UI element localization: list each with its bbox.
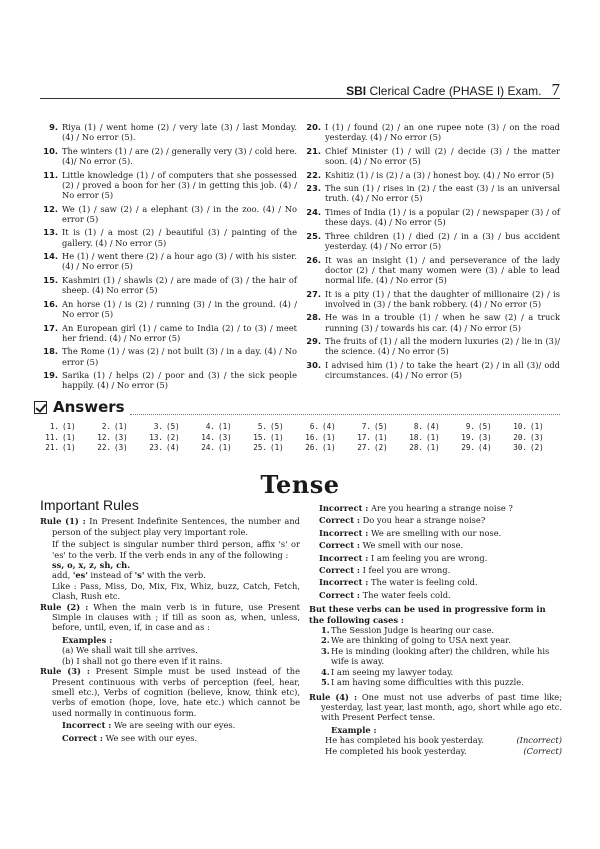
answer-number: 23. (149, 443, 163, 452)
rule-2-example-b: (b) I shall not go there even if it rains. (62, 655, 223, 666)
question-item (303, 336, 560, 356)
progressive-item-text: I am having some difficulties with this puzzle. (331, 677, 524, 688)
header-divider (40, 98, 560, 99)
example-pair-label: Incorrect : (319, 527, 369, 538)
progressive-item (309, 625, 562, 635)
answer-number: 6. (309, 422, 319, 431)
rule-1-para-3: Like : Pass, Miss, Do, Mix, Fix, Whiz, buzz, Catch, Fetch, Clash, Rush etc. (52, 580, 300, 602)
answer-item (508, 433, 560, 443)
rule-4-example-1-tag: (Incorrect) (516, 735, 562, 746)
answer-option: (4) (166, 443, 180, 452)
question-number: 13. (43, 227, 58, 238)
answer-option: (1) (270, 443, 284, 452)
questions-section (40, 122, 560, 394)
answer-number: 22. (97, 443, 111, 452)
question-number: 14. (43, 251, 58, 262)
answer-number: 8. (413, 422, 423, 431)
question-item (40, 346, 297, 366)
answer-item (248, 433, 300, 443)
example-pair-text: I am feeling you are wrong. (371, 552, 488, 563)
answer-option: (5) (270, 422, 284, 431)
answer-option: (1) (270, 432, 284, 442)
answer-option: (4) (478, 443, 492, 452)
progressive-item-number: 3. (321, 645, 330, 656)
progressive-item-text: The Session Judge is hearing our case. (331, 625, 495, 636)
answer-item (456, 422, 508, 432)
answer-option: (3) (218, 432, 232, 442)
question-text: Little knowledge (1) / of computers that she possessed (2) / proved a boon for her (3) / in getting this job. (4) / No error (5) (62, 169, 297, 200)
question-item (303, 207, 560, 227)
answer-item (300, 422, 352, 432)
answer-option: (1) (322, 432, 336, 442)
question-text: Chief Minister (1) / will (2) / decide (3) / the matter soon. (4) / No error (5) (325, 145, 560, 166)
rule-4-example-2-text: He completed his book yesterday. (325, 745, 467, 756)
rule-1-para-2e: with the verb. (144, 570, 206, 581)
rule-4-example-2 (309, 746, 562, 756)
example-pair-line (309, 577, 562, 587)
question-item (303, 231, 560, 251)
question-text: I advised him (1) / to take the heart (2) / in all (3)/ odd circumstances. (4) / No error (5) (325, 359, 560, 381)
incorrect-correct-pairs (309, 503, 562, 600)
rule-4 (309, 692, 562, 723)
answer-option: (3) (114, 443, 128, 452)
answer-option: (1) (322, 443, 336, 452)
example-pair-text: We are smelling with our nose. (371, 527, 502, 538)
answer-option: (1) (426, 432, 440, 442)
rule-4-label: Rule (4) : (309, 691, 358, 702)
example-pair-line (309, 590, 562, 600)
answers-heading (34, 398, 125, 416)
example-pair-line (309, 503, 562, 513)
question-item (303, 360, 560, 380)
rules-left-column (40, 497, 301, 743)
rule-1-s: 's' (134, 570, 145, 581)
rule-1 (40, 516, 300, 537)
answer-item (352, 443, 404, 453)
example-pair-label: Correct : (319, 589, 360, 600)
question-item (40, 122, 297, 142)
answer-item (196, 422, 248, 432)
answers-grid (40, 422, 560, 453)
answer-item (248, 422, 300, 432)
rule-1-es: 'es' (72, 570, 88, 581)
question-item (40, 370, 297, 390)
progressive-item-number: 4. (321, 666, 330, 677)
question-number: 24. (306, 206, 321, 217)
answer-option: (1) (426, 443, 440, 452)
question-item (303, 289, 560, 309)
rule-3-correct-text: We see with our eyes. (105, 732, 198, 743)
rule-3-correct (40, 733, 300, 743)
question-number: 21. (306, 145, 321, 156)
answer-option: (1) (218, 422, 232, 431)
answer-option: (2) (374, 443, 388, 452)
question-number: 10. (43, 145, 58, 156)
progressive-item-number: 5. (321, 677, 330, 688)
question-item (40, 323, 297, 343)
progressive-item-number: 1. (321, 625, 330, 636)
rule-1-endings: ss, o, x, z, sh, ch. (52, 560, 131, 571)
example-pair-label: Correct : (319, 565, 360, 576)
question-text: He (1) / went there (2) / a hour ago (3) / with his sister. (4) / No error (5) (62, 251, 297, 272)
answer-item (456, 433, 508, 443)
question-text: Sarika (1) / helps (2) / poor and (3) / the sick people happily. (4) / No error (5) (62, 370, 297, 391)
answer-item (144, 443, 196, 453)
answer-number: 21. (45, 443, 59, 452)
questions-right-column (303, 122, 560, 394)
question-item (303, 255, 560, 286)
question-item (40, 275, 297, 295)
answer-number: 19. (461, 432, 475, 442)
question-item (40, 170, 297, 201)
answer-item (40, 422, 92, 432)
exam-title (346, 84, 541, 98)
answers-title: Answers (53, 398, 125, 416)
answer-item (508, 422, 560, 432)
question-number: 18. (43, 346, 58, 357)
answer-number: 17. (357, 432, 371, 442)
question-item (303, 183, 560, 203)
example-pair-label: Correct : (319, 515, 360, 526)
answer-option: (5) (374, 422, 388, 431)
answer-item (404, 433, 456, 443)
question-text: Three children (1) / died (2) / in a (3) / bus accident yesterday. (4) / No error (5) (325, 230, 560, 251)
answer-option: (3) (530, 432, 544, 442)
progressive-item (309, 677, 562, 687)
answer-number: 3. (153, 422, 163, 431)
answer-option: (1) (374, 432, 388, 442)
answer-option: (5) (478, 422, 492, 431)
progressive-item (309, 635, 562, 645)
answer-item (144, 422, 196, 432)
question-number: 16. (43, 298, 58, 309)
answer-number: 11. (45, 432, 59, 442)
rule-2-text: When the main verb is in future, use Present Simple in clauses with ; if till as soon as, when, unless, before, until, even, if, in case and as : (52, 601, 301, 633)
answer-option: (1) (530, 422, 544, 431)
answer-item (144, 433, 196, 443)
answer-option: (4) (426, 422, 440, 431)
rule-4-text: One must not use adverbs of past time like; yesterday, last year, last month, ago, short while ago etc. with Present Perfect tense. (321, 691, 563, 723)
answer-option: (1) (114, 422, 128, 431)
question-number: 20. (306, 122, 321, 132)
question-text: The winters (1) / are (2) / generally very (3) / cold here. (4)/ No error (5). (62, 145, 297, 166)
answer-number: 16. (305, 432, 319, 442)
answer-option: (1) (62, 432, 76, 442)
rule-3 (40, 666, 300, 718)
answer-item (196, 433, 248, 443)
question-text: It is (1) / a most (2) / beautiful (3) / painting of the gallery. (4) / No error (5) (62, 227, 297, 248)
answer-item (92, 443, 144, 453)
page-number: 7 (551, 80, 560, 99)
answer-number: 2. (101, 422, 111, 431)
rule-4-example-label: Example : (331, 724, 377, 735)
answer-option: (4) (322, 422, 336, 431)
rule-2-label: Rule (2) : (40, 601, 89, 612)
question-number: 26. (306, 254, 321, 265)
answer-item (300, 443, 352, 453)
rules-right-column (309, 503, 562, 756)
answer-number: 4. (205, 422, 215, 431)
question-item (40, 146, 297, 166)
progressive-item-text: We are thinking of going to USA next year. (331, 635, 511, 646)
answer-number: 26. (305, 443, 319, 452)
question-number: 28. (306, 312, 321, 323)
example-pair-line (309, 515, 562, 525)
answer-item (196, 443, 248, 453)
progressive-item-text: I am seeing my lawyer today. (331, 666, 454, 677)
question-item (40, 299, 297, 319)
answer-item (248, 443, 300, 453)
question-text: It is a pity (1) / that the daughter of millionaire (2) / is involved in (3) / the bank robbery. (4) / No error (5) (325, 288, 560, 309)
answer-item (456, 443, 508, 453)
example-pair-text: Are you hearing a strange noise ? (371, 503, 513, 513)
question-number: 17. (43, 322, 58, 333)
example-pair-text: I feel you are wrong. (362, 565, 451, 576)
question-text: He was in a trouble (1) / when he saw (2) / a truck running (3) / towards his car. (4) / No error (5) (325, 312, 560, 333)
answer-number: 12. (97, 432, 111, 442)
rule-1-para-2a: add, (52, 570, 73, 581)
rule-3-incorrect-label: Incorrect : (62, 720, 112, 731)
answer-item (92, 422, 144, 432)
rule-3-correct-label: Correct : (62, 732, 103, 743)
answer-item (40, 433, 92, 443)
rule-2-example-a: (a) We shall wait till she arrives. (62, 645, 198, 656)
progressive-item (309, 646, 562, 667)
rule-1-para-2 (40, 570, 300, 580)
question-number: 25. (306, 230, 321, 241)
progressive-item-number: 2. (321, 635, 330, 646)
question-number: 9. (49, 122, 58, 132)
answer-number: 13. (149, 432, 163, 442)
question-number: 19. (43, 370, 58, 381)
example-pair-label: Correct : (319, 540, 360, 551)
progressive-list (309, 625, 562, 687)
answer-option: (1) (62, 443, 76, 452)
question-number: 27. (306, 288, 321, 299)
important-rules-heading: Important Rules (40, 497, 139, 513)
question-item (40, 251, 297, 271)
questions-left-column (40, 122, 297, 394)
example-pair-line (309, 553, 562, 563)
example-pair-text: The water feels cold. (362, 589, 451, 600)
answer-item (92, 433, 144, 443)
question-item (303, 122, 560, 142)
example-pair-line (309, 540, 562, 550)
rule-2-examples-label: Examples : (62, 634, 113, 645)
answer-number: 28. (409, 443, 423, 452)
rule-4-example-1-text: He has completed his book yesterday. (325, 735, 484, 746)
question-number: 12. (43, 203, 58, 214)
answer-number: 30. (513, 443, 527, 452)
exam-title-rest: Clerical Cadre (PHASE I) Exam. (369, 84, 542, 98)
exam-title-bold: SBI (346, 84, 367, 98)
answer-option: (1) (218, 443, 232, 452)
answer-number: 25. (253, 443, 267, 452)
rule-1-para-2c: instead of (87, 570, 135, 581)
answer-option: (3) (478, 432, 492, 442)
example-pair-line (309, 528, 562, 538)
answer-option: (2) (530, 443, 544, 452)
answer-number: 1. (49, 422, 59, 431)
answer-item (404, 422, 456, 432)
question-text: We (1) / saw (2) / a elephant (3) / in the zoo. (4) / No error (5) (62, 203, 297, 224)
answer-number: 20. (513, 432, 527, 442)
answer-number: 18. (409, 432, 423, 442)
question-text: An horse (1) / is (2) / running (3) / in the ground. (4) / No error (5) (62, 298, 297, 319)
question-number: 11. (43, 169, 58, 180)
answer-option: (2) (166, 432, 180, 442)
answer-item (40, 443, 92, 453)
question-number: 30. (306, 359, 321, 370)
rule-3-incorrect (40, 720, 300, 730)
question-item (303, 312, 560, 332)
question-number: 29. (306, 336, 321, 347)
progressive-item-text: He is minding (looking after) the children, while his wife is away. (331, 645, 550, 667)
question-number: 22. (306, 169, 321, 180)
answer-number: 5. (257, 422, 267, 431)
example-pair-text: We smell with our nose. (362, 540, 464, 551)
question-text: It was an insight (1) / and perseverance of the lady doctor (2) / that many women were (3) / able to lead normal life. (4) / No error (5) (325, 254, 560, 285)
question-text: An European girl (1) / came to India (2) / to (3) / meet her friend. (4) / No error (5) (62, 322, 297, 343)
question-item (40, 227, 297, 247)
rule-1-para-1: If the subject is singular number third person, affix 's' or 'es' to the verb. If the verb ends in any of the following : (52, 539, 300, 560)
rule-3-text: Present Simple must be used instead of the Present continuous with verbs of perception (feel, hear, smell etc.), Verbs of cognition (believe, know, think etc), verbs of emotion (hope, love, hate etc.) which cannot be used normally in continuous form. (52, 666, 301, 718)
question-text: Riya (1) / went home (2) / very late (3) / last Monday. (4) / No error (5). (62, 122, 297, 143)
example-pair-label: Incorrect : (319, 552, 369, 563)
rule-3-incorrect-text: We are seeing with our eyes. (114, 720, 236, 731)
answer-item (352, 422, 404, 432)
example-pair-label: Incorrect : (319, 577, 369, 588)
progressive-item (309, 667, 562, 677)
rule-4-example-1 (309, 735, 562, 745)
answer-number: 27. (357, 443, 371, 452)
question-number: 23. (306, 183, 321, 194)
section-title-tense: Tense (260, 470, 340, 499)
question-text: Kshitiz (1) / is (2) / a (3) / honest boy. (4) / No error (5) (325, 169, 554, 180)
question-text: Times of India (1) / is a popular (2) / newspaper (3) / of these days. (4) / No error (5) (325, 206, 560, 228)
example-pair-text: Do you hear a strange noise? (362, 515, 486, 526)
question-item (303, 146, 560, 166)
checkbox-checked-icon (34, 401, 47, 414)
question-text: The Rome (1) / was (2) / not built (3) / in a day. (4) / No error (5) (62, 346, 297, 367)
question-number: 15. (43, 274, 58, 285)
rule-2 (40, 602, 300, 633)
rule-1-text: In Present Indefinite Sentences, the number and person of the subject play very important role. (52, 516, 300, 537)
answer-item (508, 443, 560, 453)
example-pair-line (309, 565, 562, 575)
answer-option: (3) (114, 432, 128, 442)
answer-number: 10. (513, 422, 527, 431)
rule-1-label: Rule (1) : (40, 516, 86, 527)
answer-option: (1) (62, 422, 76, 431)
question-text: I (1) / found (2) / an one rupee note (3) / on the road yesterday. (4) / No error (5) (325, 122, 560, 143)
answer-number: 29. (461, 443, 475, 452)
question-text: The sun (1) / rises in (2) / the east (3) / is an universal truth. (4) / No error (5) (325, 183, 560, 204)
question-item (40, 204, 297, 224)
answer-number: 9. (465, 422, 475, 431)
example-pair-label: Incorrect : (319, 503, 369, 513)
rule-4-example-2-tag: (Correct) (523, 745, 562, 756)
page-header (346, 80, 560, 100)
answer-option: (5) (166, 422, 180, 431)
question-item (303, 170, 560, 180)
answer-number: 24. (201, 443, 215, 452)
answers-divider (130, 414, 560, 415)
example-pair-text: The water is feeling cold. (371, 577, 478, 588)
progressive-heading: But these verbs can be used in progressive form in the following cases : (309, 604, 546, 625)
answer-number: 7. (361, 422, 371, 431)
answer-number: 14. (201, 432, 215, 442)
answer-item (300, 433, 352, 443)
rule-3-label: Rule (3) : (40, 666, 90, 677)
answer-item (404, 443, 456, 453)
answer-number: 15. (253, 432, 267, 442)
question-text: The fruits of (1) / all the modern luxuries (2) / lie in (3)/ the science. (4) / No error (5) (325, 336, 560, 357)
answer-item (352, 433, 404, 443)
question-text: Kashmiri (1) / shawls (2) / are made of (3) / the hair of sheep. (4) No error (5) (62, 274, 297, 296)
